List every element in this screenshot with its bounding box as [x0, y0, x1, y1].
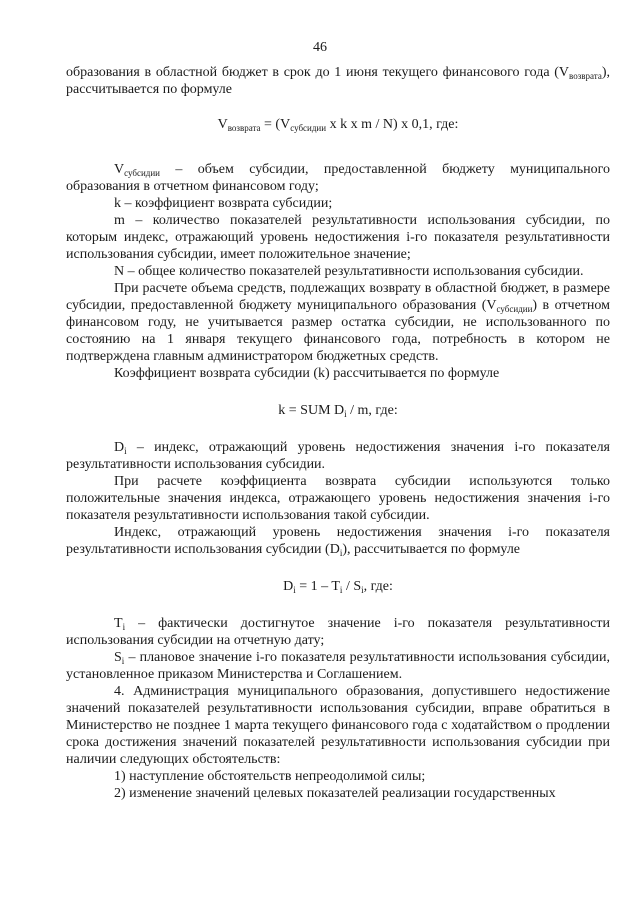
paragraph-index-intro: Индекс, отражающий уровень недостижения значения i-го показателя результативности использования субсидии $(D_i)$, рассчитывается по формуле [66, 525, 610, 558]
paragraph-calculation-note: При расчете объема средств, подлежащих возврату в областной бюджет, в размере субсидии, предоставленной бюджету муниципального образования $(V_{субсидии})$ в отчетном финансовом году, не учитывается размер остатка субсидии, не использованного по состоянию на 1 января текущего финансового года, потребность в котором не подтверждена главным администратором бюджетных средств. [66, 281, 610, 364]
list-item-2: 2) изменение значений целевых показателей реализации государственных [114, 786, 556, 801]
definition-s: $S_i$ – плановое значение i-го показателя результативности использования субсидии, установленное приказом Министерства и Соглашением. [66, 650, 610, 682]
definition-d: $D_i$ – индекс, отражающий уровень недостижения значения i-го показателя результативности использования субсидии. [66, 440, 610, 472]
paragraph-section-4: 4. Администрация муниципального образования, допустившего недостижение значений показателей результативности использования субсидии, вправе обратиться в Министерство не позднее 1 марта текущего финансового года с ходатайством о продлении срока достижения значений показателей результативности использования субсидии при наличии следующих обстоятельств: [66, 684, 610, 767]
page-content [66, 64, 610, 802]
page-number: 46 [313, 40, 327, 55]
paragraph-coefficient-intro: Коэффициент возврата субсидии (k) рассчитывается по формуле [114, 366, 500, 381]
formula-return-volume: $V_{возврата} = (V_{субсидии}$ x k x m / N) x 0,1, где: [217, 117, 459, 133]
definition-v-subsidy: $V_{субсидии}$ – объем субсидии, предоставленной бюджету муниципального образования в отчетном финансовом году; [66, 162, 610, 194]
definition-t: $T_i$ – фактически достигнутое значение i-го показателя результативности использования субсидии на отчетную дату; [66, 616, 610, 648]
definition-m: m – количество показателей результативности использования субсидии, по которым индекс, отражающий уровень недостижения i-го показателя результативности использования субсидии, имеет положительное значение; [66, 213, 610, 262]
definition-n: N – общее количество показателей результативности использования субсидии. [114, 264, 584, 279]
formula-coefficient: k = SUM $D_i$ / m, где: [278, 403, 398, 419]
paragraph-return-term: образования в областной бюджет в срок до 1 июня текущего финансового года $(V_{возврата})$, рассчитывается по формуле [66, 65, 610, 97]
definition-k: k – коэффициент возврата субсидии; [114, 196, 333, 211]
formula-index: $D_i = 1 - T_i / S_i$, где: [283, 579, 393, 595]
paragraph-positive-values: При расчете коэффициента возврата субсидии используются только положительные значения индекса, отражающего уровень недостижения значения i-го показателя результативности использования такой субсидии. [66, 474, 610, 523]
list-item-1: 1) наступление обстоятельств непреодолимой силы; [114, 769, 426, 784]
